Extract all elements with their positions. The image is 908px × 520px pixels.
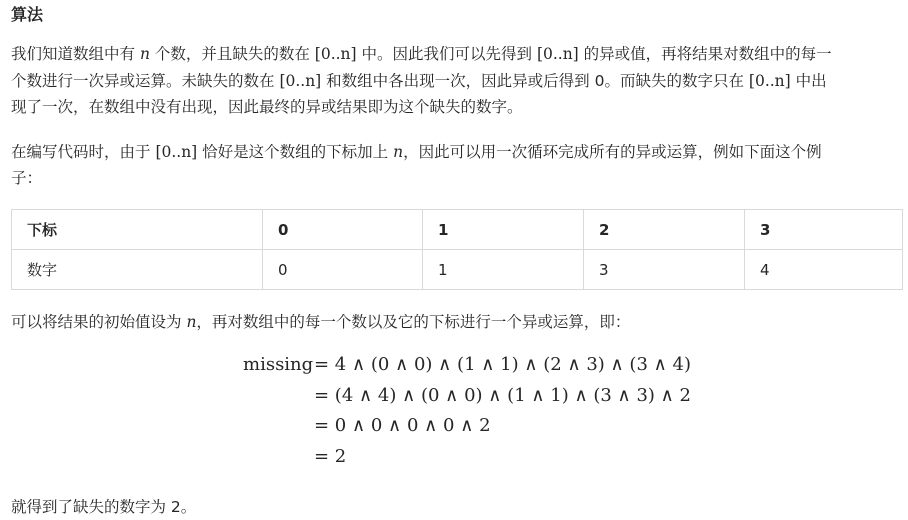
equation-lhs: missing [243,354,314,375]
math-n: n [139,45,150,63]
table-header-cell: 0 [263,210,423,250]
paragraph-1-line-2 [11,71,827,91]
text-segment: 。而缺失的数字只在 [604,72,749,90]
paragraph-1-line-1 [11,44,832,64]
index-value-table [11,209,903,290]
conclusion: 就得到了缺失的数字为 2。 [11,498,197,516]
equation-line-1: = 4 ∧ (0 ∧ 0) ∧ (1 ∧ 1) ∧ (2 ∧ 3) ∧ (3 ∧ 4) [314,354,691,375]
text-segment: 恰好是这个数组的下标加上 [197,143,394,161]
text-segment: 可以将结果的初始值设为 [11,313,187,331]
table-cell: 0 [263,250,423,290]
text-segment: 个数进行一次异或运算。未缺失的数在 [11,72,280,90]
text-segment: 和数组中各出现一次，因此异或后得到 [321,72,595,90]
math-n: n [186,313,197,331]
section-title: 算法 [11,5,44,24]
table-header-cell: 1 [423,210,584,250]
table-header-row [12,210,903,250]
table-row [12,250,903,290]
paragraph-3 [11,312,630,332]
text-segment: 的异或值，再将结果对数组中的每一 [578,45,832,63]
table-header-cell: 2 [584,210,745,250]
table-cell: 数字 [12,250,263,290]
text-segment: ，再对数组中的每一个数以及它的下标进行一个异或运算，即： [196,313,631,331]
math-range: [0..n] [279,72,322,90]
math-range: [0..n] [536,45,579,63]
math-range: [0..n] [748,72,791,90]
table-header-cell: 下标 [12,210,263,250]
paragraph-2-line-1 [11,142,822,162]
table-cell: 1 [423,250,584,290]
equation-line-2: = (4 ∧ 4) ∧ (0 ∧ 0) ∧ (1 ∧ 1) ∧ (3 ∧ 3) ∧ 2 [314,385,691,406]
text-segment: 中。因此我们可以先得到 [356,45,537,63]
math-range: [0..n] [314,45,357,63]
paragraph-1-line-3: 现了一次，在数组中没有出现，因此最终的异或结果即为这个缺失的数字。 [11,98,523,116]
table-cell: 3 [584,250,745,290]
paragraph-2-line-2: 子： [11,169,43,187]
equation-line-3: = 0 ∧ 0 ∧ 0 ∧ 0 ∧ 2 [314,415,491,436]
number-zero: 0 [594,72,605,90]
math-n: n [393,143,404,161]
math-range: [0..n] [155,143,198,161]
table-cell: 4 [745,250,903,290]
text-segment: 个数，并且缺失的数在 [149,45,315,63]
text-segment: ，因此可以用一次循环完成所有的异或运算，例如下面这个例 [403,143,822,161]
text-segment: 中出 [790,72,827,90]
text-segment: 我们知道数组中有 [11,45,140,63]
table-header-cell: 3 [745,210,903,250]
text-segment: 在编写代码时，由于 [11,143,156,161]
equation-line-4: = 2 [314,446,347,467]
